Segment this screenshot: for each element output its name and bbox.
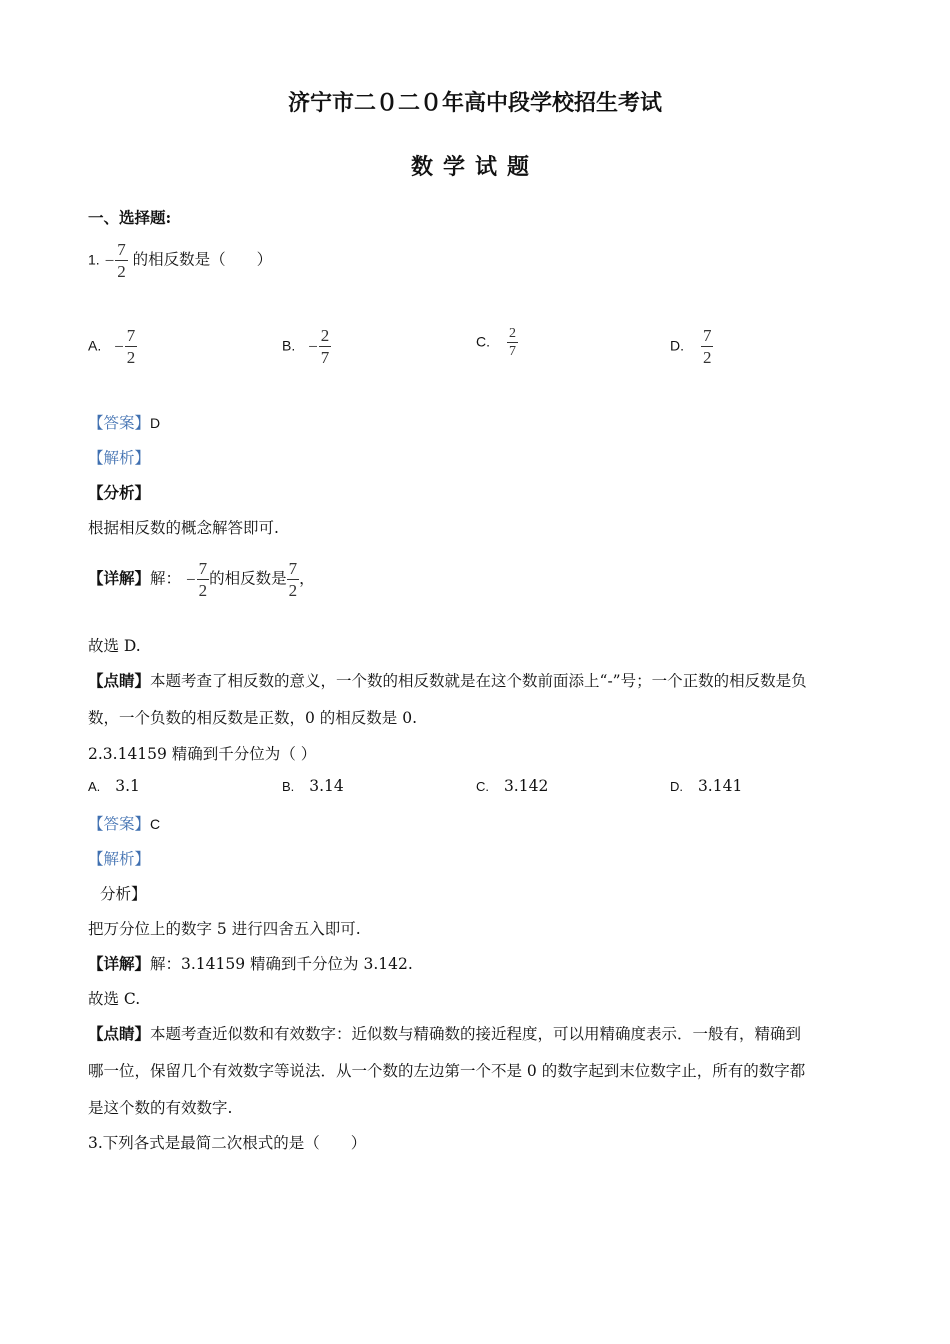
numerator: 7 bbox=[117, 240, 126, 259]
denominator: 2 bbox=[117, 262, 126, 281]
numerator: 2 bbox=[508, 326, 516, 341]
numerator: 7 bbox=[198, 559, 208, 578]
numerator: 7 bbox=[702, 326, 712, 345]
comment-text: 本题考查了相反数的意义，一个数的相反数就是在这个数前面添上“-”号；一个正数的相反数是负 bbox=[150, 672, 807, 690]
fraction bbox=[507, 326, 518, 359]
comment-tag: 【点睛】 bbox=[88, 671, 151, 690]
option-label: D. bbox=[670, 337, 684, 354]
option-value: 3.142 bbox=[503, 777, 549, 795]
q1-option-a bbox=[88, 326, 137, 367]
detail-mid: 的相反数是 bbox=[209, 569, 287, 588]
minus-sign: − bbox=[185, 569, 196, 589]
numerator: 7 bbox=[126, 326, 136, 345]
q2-choose: 故选 C. bbox=[88, 990, 141, 1008]
q2-option-c bbox=[476, 777, 548, 795]
denominator: 2 bbox=[288, 581, 298, 600]
numerator: 2 bbox=[320, 326, 330, 345]
q2-analysis-tag: 【解析】 bbox=[88, 850, 151, 868]
q2-option-d bbox=[670, 777, 742, 795]
option-value: 3.14 bbox=[309, 777, 344, 795]
minus-sign: − bbox=[104, 250, 115, 270]
exam-title: 济宁市二０二０年高中段学校招生考试 bbox=[287, 91, 662, 116]
exam-subtitle: 数学试题 bbox=[410, 155, 539, 180]
option-label: C. bbox=[476, 779, 489, 794]
q3-stem: 3.下列各式是最简二次根式的是（ ） bbox=[88, 1134, 367, 1152]
option-value: 3.1 bbox=[115, 777, 140, 795]
fraction bbox=[701, 326, 714, 367]
fraction bbox=[125, 326, 138, 367]
fraction bbox=[115, 240, 128, 281]
q1-option-b bbox=[282, 326, 331, 367]
q1-choose: 故选 D. bbox=[88, 637, 141, 655]
q2-answer bbox=[88, 812, 160, 834]
denominator: 2 bbox=[126, 348, 136, 367]
fraction bbox=[287, 559, 300, 600]
denominator: 2 bbox=[198, 581, 208, 600]
detail-tag: 【详解】 bbox=[88, 568, 151, 588]
q1-comment-line1 bbox=[88, 669, 807, 691]
minus-sign: − bbox=[308, 336, 318, 356]
q2-stem: 2.3.14159 精确到千分位为（ ） bbox=[88, 745, 317, 763]
q1-fenxi-text: 根据相反数的概念解答即可. bbox=[88, 519, 279, 537]
option-value: 3.141 bbox=[697, 777, 743, 795]
q1-comment-line2: 数，一个负数的相反数是正数，0 的相反数是 0. bbox=[88, 709, 418, 727]
section-heading: 一、选择题: bbox=[88, 208, 172, 227]
q2-fenxi-text: 把万分位上的数字 5 进行四舍五入即可. bbox=[88, 920, 361, 938]
q1-stem-text: 的相反数是（ ） bbox=[132, 250, 273, 269]
q2-comment-line1 bbox=[88, 1022, 801, 1044]
answer-value: D bbox=[150, 415, 161, 431]
q1-analysis-tag: 【解析】 bbox=[88, 449, 151, 467]
q2-fenxi-tag: 分析】 bbox=[100, 885, 147, 903]
answer-tag: 【答案】 bbox=[88, 815, 151, 833]
option-label: A. bbox=[88, 779, 101, 794]
denominator: 2 bbox=[702, 348, 712, 367]
q1-fenxi-tag: 【分析】 bbox=[88, 483, 151, 502]
q2-option-b bbox=[282, 777, 344, 795]
q2-comment-line2: 哪一位，保留几个有效数字等说法．从一个数的左边第一个不是 0 的数字起到末位数字止，所有的数字都 bbox=[88, 1062, 806, 1080]
option-label: A. bbox=[88, 337, 102, 354]
option-label: D. bbox=[670, 779, 683, 794]
denominator: 7 bbox=[508, 344, 516, 359]
q1-option-c bbox=[476, 326, 518, 359]
comment-text: 本题考查近似数和有效数字：近似数与精确数的接近程度，可以用精确度表示．一般有，精确到 bbox=[150, 1025, 802, 1043]
q1-detail bbox=[88, 559, 315, 600]
detail-tag: 【详解】 bbox=[88, 954, 151, 973]
q1-number: 1. bbox=[88, 251, 100, 268]
q1-stem bbox=[88, 240, 272, 281]
answer-tag: 【答案】 bbox=[88, 414, 151, 432]
answer-value: C bbox=[150, 816, 161, 832]
denominator: 7 bbox=[320, 348, 330, 367]
fraction bbox=[319, 326, 332, 367]
fraction bbox=[197, 559, 210, 600]
q2-comment-line3: 是这个数的有效数字. bbox=[88, 1099, 233, 1117]
detail-text: 解：3.14159 精确到千分位为 3.142. bbox=[150, 955, 413, 973]
comment-tag: 【点睛】 bbox=[88, 1024, 151, 1043]
numerator: 7 bbox=[288, 559, 298, 578]
option-label: B. bbox=[282, 779, 295, 794]
detail-prefix: 解： bbox=[150, 569, 182, 588]
q1-answer bbox=[88, 411, 160, 433]
q1-option-d bbox=[670, 326, 713, 367]
q2-detail bbox=[88, 952, 413, 974]
q2-option-a bbox=[88, 777, 140, 795]
option-label: C. bbox=[476, 333, 490, 350]
detail-end: ， bbox=[299, 569, 315, 588]
option-label: B. bbox=[282, 337, 296, 354]
minus-sign: − bbox=[114, 336, 124, 356]
